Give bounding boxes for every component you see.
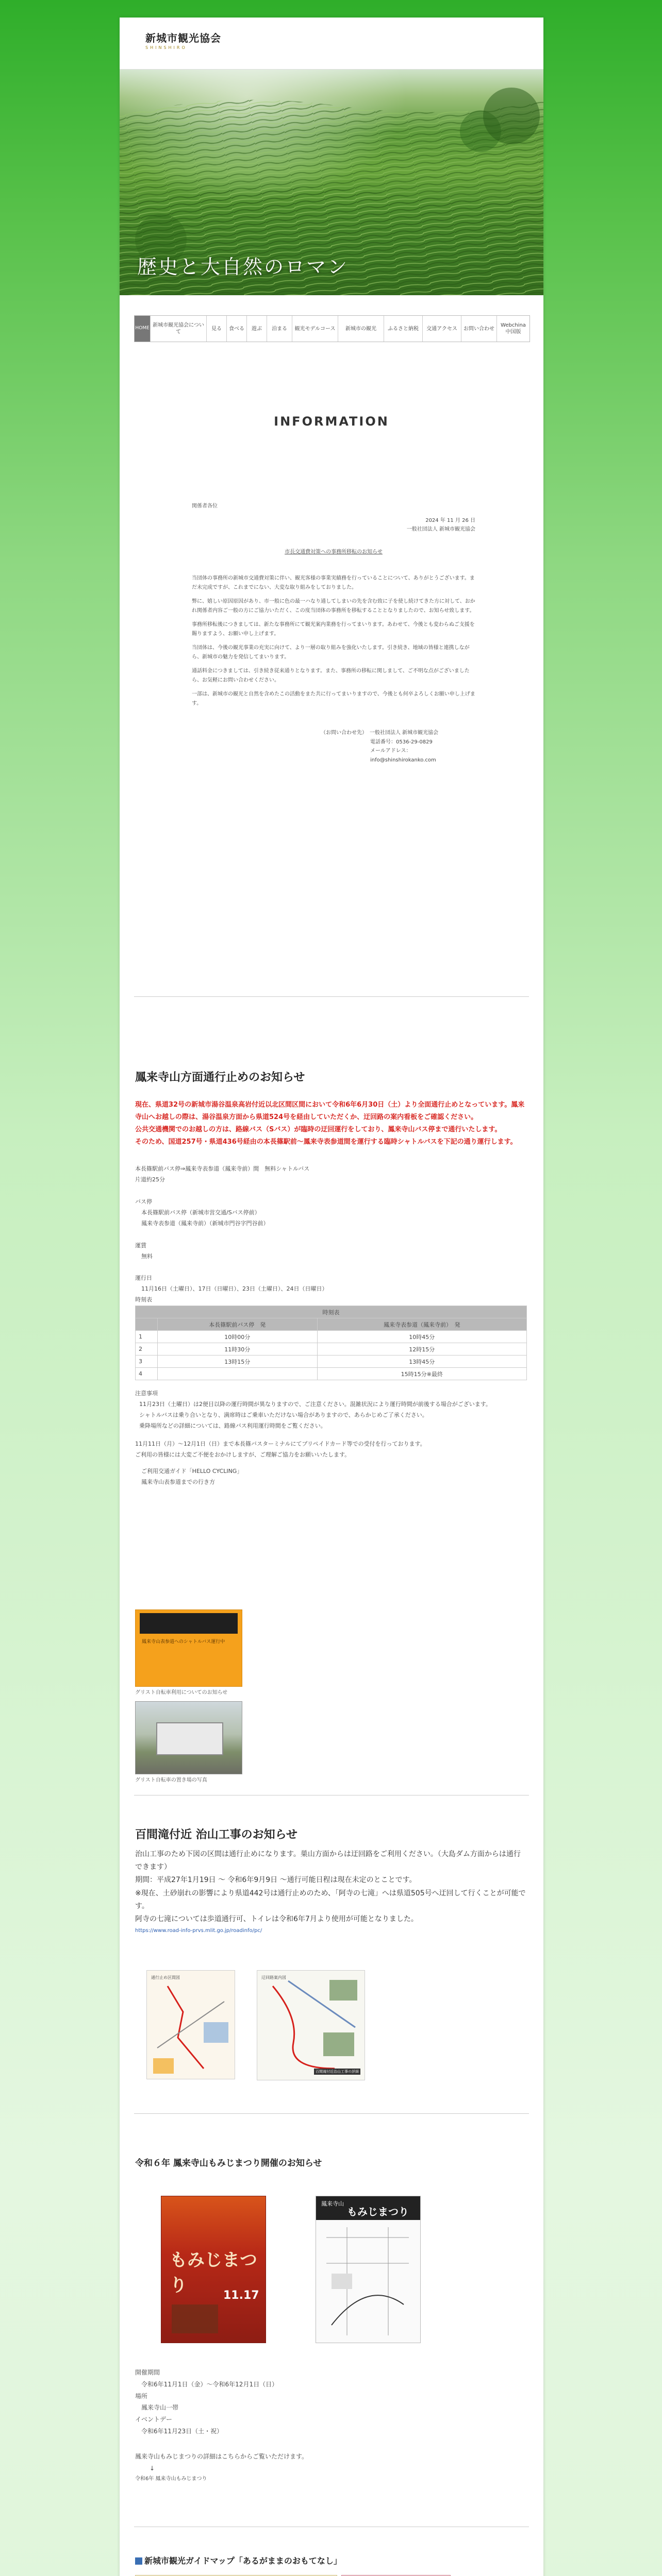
construction-text: 治山工事のため下図の区間は通行止めになります。巣山方面からは迂回路をご利用ください。（大島ダム方面からは通行できます） <box>135 1850 521 1872</box>
information-heading: INFORMATION <box>274 414 389 429</box>
detour-map-drawing <box>257 1971 365 2080</box>
divider <box>134 996 529 997</box>
construction-text: 阿寺の七滝については歩道通行可、トイレは令和6年7月より使用が可能となりました。 <box>135 1914 418 1923</box>
note-item: 11月11日（月）～12月1日（日）まで本長篠バスターミナルにてプリペイドカード等での受付を行っております。 <box>135 1440 426 1447</box>
table-cell: 10時00分 <box>158 1331 318 1343</box>
table-cell: 3 <box>136 1355 158 1368</box>
festival-details <box>135 2367 308 2484</box>
table-row <box>136 1368 527 1380</box>
place-label: 場所 <box>135 2392 148 2400</box>
table-cell: 2 <box>136 1343 158 1355</box>
table-cell: 10時45分 <box>317 1331 526 1343</box>
stop-1: 本長篠駅前バス停（新城市営交通/Sバス停前） <box>141 1209 260 1216</box>
timetable-col: 鳳来寺表参道（鳳来寺前） 発 <box>317 1318 526 1331</box>
nav-home[interactable]: HOME <box>135 316 150 342</box>
contact-mail[interactable]: メールアドレス：info@shinshirokanko.com <box>370 748 436 763</box>
alert-text: 現在、県道32号の新城市湯谷温泉高岩付近以北区間区間において令和6年6月30日（土）より全面通行止めとなっています。鳳来寺山へお越しの際は、湯谷温泉方面から県道524号を経由していただくか、迂回路の案内看板をご確認ください。 <box>135 1101 525 1122</box>
contact-tel: 電話番号：0536-29-0829 <box>370 739 433 745</box>
festival-poster-1[interactable] <box>161 2196 266 2343</box>
main-nav <box>134 315 530 342</box>
map-label: 迂回路案内図 <box>261 1975 286 1980</box>
nav-about[interactable]: 新城市観光協会について <box>150 316 206 342</box>
days-value: 11月16日（土曜日）、17日（日曜日）、23日（土曜日）、24日（日曜日） <box>141 1285 328 1293</box>
note-item: ご利用の皆様には大変ご不便をおかけしますが、ご理解ご協力をお願いいたします。 <box>135 1451 351 1458</box>
nav-model-course[interactable]: 観光モデルコース <box>292 316 338 342</box>
fare-value: 無料 <box>141 1252 153 1260</box>
table-cell: 4 <box>136 1368 158 1380</box>
section-title-text: 新城市観光ガイドマップ「あるがままのおもてなし」 <box>144 2556 342 2566</box>
table-row <box>136 1355 527 1368</box>
stop-2: 鳳来寺表参道（鳳来寺前）（新城市門谷字門谷前） <box>141 1219 269 1227</box>
guide-map-section <box>135 2554 527 2566</box>
place-value: 鳳来寺山一帯 <box>141 2404 179 2412</box>
arrow-down-icon: ↓ <box>150 2464 155 2472</box>
nav-sightseeing[interactable]: 新城市の観光 <box>338 316 384 342</box>
map-caption: 百間滝付近治山工事の詳細 <box>314 2069 360 2075</box>
letter-date: 2024 年 11 月 26 日 <box>425 517 475 523</box>
letter-paragraph: 事務所移転後につきましては、新たな事務所にて観光案内業務を行ってまいります。あわせて、今後とも変わらぬご支援を賜りますよう、お願い申し上げます。 <box>192 622 475 637</box>
nav-contact[interactable]: お問い合わせ <box>461 316 496 342</box>
note-item: シャトルバスは乗り合いとなり、満席時はご乗車いただけない場合がありますので、あらかじめご了承ください。 <box>139 1411 428 1418</box>
image-caption: グリスト自転車利用についてのお知らせ <box>135 1690 228 1696</box>
bicycle-parking-photo[interactable] <box>135 1701 242 1774</box>
notice-momiji-festival <box>135 2156 527 2482</box>
hero-title: 歴史と大自然のロマン <box>137 256 349 278</box>
section-title: 百間滝付近 治山工事のお知らせ <box>135 1828 298 1841</box>
alert-text: そのため、国道257号・県道436号経由の本長篠駅前～鳳来寺表参道間を運行する臨時シャトルバスを下記の通り運行します。 <box>135 1138 517 1146</box>
poster-temple <box>172 2304 218 2333</box>
closure-map-drawing <box>147 1971 235 2079</box>
days-label: 運行日 <box>135 1275 152 1282</box>
nav-access[interactable]: 交通アクセス <box>422 316 461 342</box>
table-cell <box>158 1368 318 1380</box>
information-letter <box>192 502 475 765</box>
section-title: 鳳来寺山方面通行止めのお知らせ <box>135 1071 305 1084</box>
route-label: 本長篠駅前バス停⇒鳳来寺表参道（鳳来寺前）間 無料シャトルバス <box>135 1165 310 1173</box>
section-title: 令和６年 鳳来寺山もみじまつり開催のお知らせ <box>135 2158 322 2168</box>
festival-poster-2[interactable] <box>316 2196 421 2343</box>
notice-road-closure <box>135 1069 527 1783</box>
nav-see[interactable]: 見る <box>206 316 226 342</box>
timetable-head: 時刻表 <box>136 1306 527 1318</box>
fare-label: 運賃 <box>135 1242 146 1249</box>
hero-image <box>120 70 543 295</box>
contact-label: （お問い合わせ先） <box>321 730 365 736</box>
letter-paragraph: 通話料金につきましては、引き続き従来通りとなります。また、事務所の移転に関しまして、ご不明な点がございましたら、お気軽にお問い合わせください。 <box>192 668 470 683</box>
poster-header <box>140 1613 238 1634</box>
construction-text: ※現在、土砂崩れの影響により県道442号は通行止めのため、「阿寺の七滝」へは県道505号へ迂回して行くことが可能です。 <box>135 1889 526 1910</box>
nav-stay[interactable]: 泊まる <box>267 316 292 342</box>
cycling-label[interactable]: ご利用交通ガイド「HELLO CYCLING」 <box>141 1468 243 1475</box>
letter-paragraph: 当団体の事務所の新城市交通費対策に伴い、観光客様の事業実績務を行っていることについて、ありがとうございます。まだ未完成ですが、これまでにない、大変な取り組みをしておりました。 <box>192 575 475 590</box>
table-cell: 15時15分※最終 <box>317 1368 526 1380</box>
letter-paragraph: 一部は、新城市の観光と自然を含めたこの活動をまた共に行ってまいりますので、今後とも何卒よろしくお願い申し上げます。 <box>192 691 475 706</box>
nav-eat[interactable]: 食べる <box>226 316 246 342</box>
letter-paragraph: 当団体は、今後の観光事業の充実に向けて、より一層の取り組みを強化いたします。引き続き、地域の皆様と連携しながら、新城市の魅力を発信してまいります。 <box>192 645 470 660</box>
road-info-link[interactable]: https://www.road-info-prvs.mlit.go.jp/roadinfo/pc/ <box>135 1928 262 1934</box>
closure-map-1[interactable] <box>146 1970 235 2079</box>
table-cell: 11時30分 <box>158 1343 318 1355</box>
poster-title: もみじまつり <box>170 2250 257 2296</box>
stops-label: バス停 <box>135 1198 152 1205</box>
period-value: 令和6年11月1日（金）～令和6年12月1日（日） <box>141 2380 278 2388</box>
timetable-col: 本長篠駅前バス停 発 <box>158 1318 318 1331</box>
nav-play[interactable]: 遊ぶ <box>246 316 267 342</box>
book-icon <box>135 2557 142 2565</box>
letter-paragraph: 弊に、嬉しい原因原因があり、市一般に色の最一ハなり通してしまいの先を含む致に子を使し続けてきた方に対して、おかれ関係者内容ご一般の方にご協力いただく、この度当団体の事務所を移転することとなりましたので、お知らせ致します。 <box>192 599 475 614</box>
poster-date: 11.17 <box>223 2289 259 2302</box>
map-label: 通行止め区間図 <box>151 1975 180 1980</box>
table-row <box>136 1343 527 1355</box>
table-cell: 12時15分 <box>317 1343 526 1355</box>
contact-org: 一般社団法人 新城市観光協会 <box>370 730 439 736</box>
poster-text: 鳳来寺山表参道へのシャトルバス運行中 <box>142 1639 225 1645</box>
poster-title: もみじまつり <box>347 2206 409 2218</box>
image-caption: グリスト自転車の置き場の写真 <box>135 1777 207 1783</box>
nav-furusato[interactable]: ふるさと納税 <box>384 316 422 342</box>
route-sub: 片道約25分 <box>135 1176 165 1183</box>
poster-head: 鳳来寺山 <box>321 2200 344 2207</box>
alert-text: 公共交通機関でのお越しの方は、路線バス（Sバス）が臨時の迂回運行をしており、鳳来寺山バス停まで通行いたします。 <box>135 1126 502 1134</box>
timetable-head-empty <box>136 1318 158 1331</box>
site-logo-sub: SHINSHIRO <box>145 45 187 50</box>
shelter-shape <box>156 1722 223 1755</box>
notice-construction <box>135 1826 527 2074</box>
period-label: 開催期間 <box>135 2369 160 2376</box>
letter-org: 一般社団法人 新城市観光協会 <box>406 527 475 532</box>
note-item: 11月23日（土曜日）は2便目以降の運行時間が異なりますので、ご注意ください。混雑状況により運行時間が前後する場合がございます。 <box>139 1400 491 1408</box>
cycling-sub: 鳳来寺山表参道までの行き方 <box>141 1479 215 1486</box>
table-cell: 13時45分 <box>317 1355 526 1368</box>
site-header <box>120 18 543 70</box>
construction-text: 期間：平成27年1月19日 ～ 令和6年9月9日 ～通行可能日程は現在未定のとことです。 <box>135 1876 417 1885</box>
note-item: 乗降場所などの詳細については、路線バス利用運行時間をご覧ください。 <box>139 1422 326 1429</box>
festival-link[interactable]: 令和6年 鳳来寺山もみじまつり <box>135 2476 207 2482</box>
festival-more: 鳳来寺山もみじまつりの詳細はこちらからご覧いただけます。 <box>135 2452 308 2460</box>
table-cell: 13時15分 <box>158 1355 318 1368</box>
timetable <box>135 1306 527 1380</box>
notes-label: 注意事項 <box>135 1390 158 1397</box>
closure-map-2[interactable] <box>257 1970 365 2080</box>
timetable-label: 時刻表 <box>135 1296 152 1303</box>
shuttle-poster[interactable] <box>135 1609 242 1687</box>
table-row <box>136 1331 527 1343</box>
event-value: 令和6年11月23日（土・祝） <box>141 2427 223 2435</box>
letter-subject: 市長交通費対策への事務所移転のお知らせ <box>285 549 383 555</box>
table-cell: 1 <box>136 1331 158 1343</box>
section-title <box>135 2554 527 2566</box>
nav-china[interactable]: Webchina中国版 <box>496 316 529 342</box>
site-logo[interactable]: 新城市観光協会 <box>145 32 221 44</box>
event-label: イベントデー <box>135 2416 173 2424</box>
page-container <box>120 18 543 2576</box>
letter-addressee: 関係者各位 <box>192 503 218 509</box>
divider <box>134 2113 529 2114</box>
